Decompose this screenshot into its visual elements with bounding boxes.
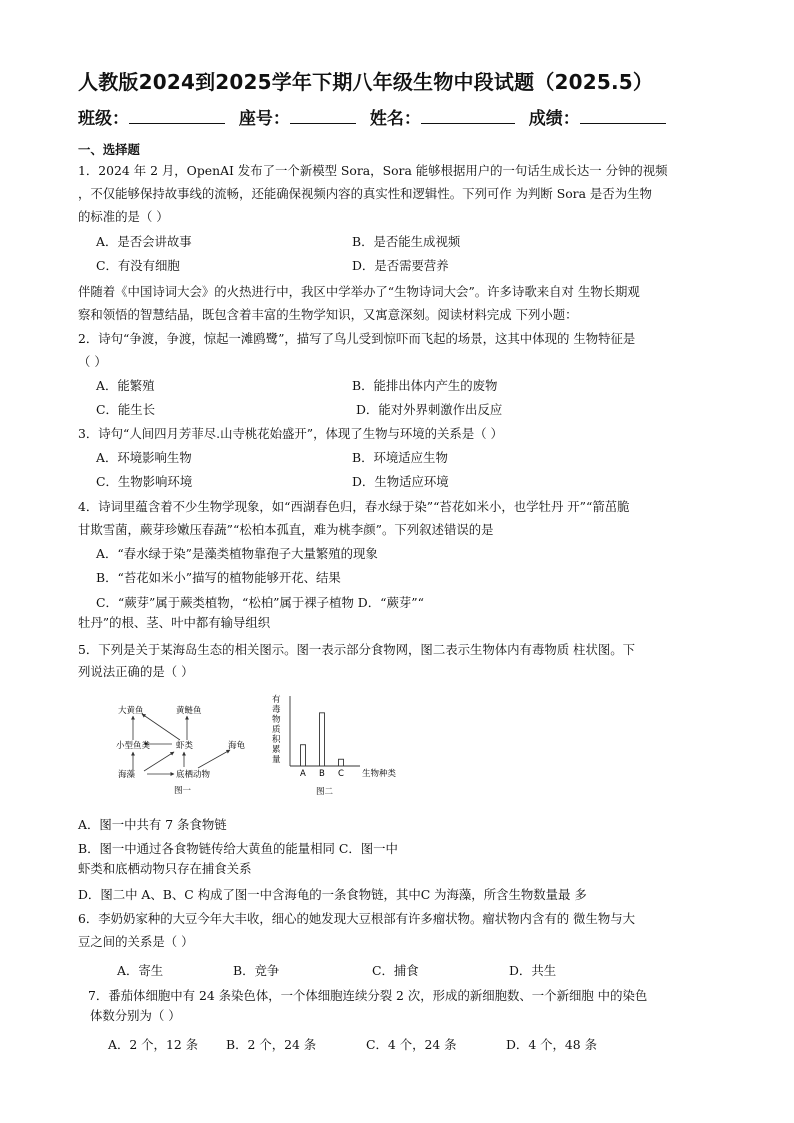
y-axis-label-char: 毒 <box>272 705 281 715</box>
student-info-line <box>78 104 666 129</box>
bar-B <box>320 713 325 766</box>
x-tick-label-A: A <box>300 769 306 779</box>
food-web-figure <box>112 700 252 795</box>
q3-option-b[interactable]: B．环境适应生物 <box>352 450 448 465</box>
score-blank <box>580 105 666 124</box>
q5-option-b[interactable]: B．图一中通过各食物链传给大黄鱼的能量相同 C．图一中 <box>78 841 398 856</box>
q2-option-b[interactable]: B．能排出体内产生的废物 <box>352 378 498 393</box>
q4-option-c[interactable]: C．“蕨芽”属于蕨类植物，“松柏”属于裸子植物 D．“蕨芽”“ <box>96 595 424 610</box>
q6-option-d[interactable]: D．共生 <box>509 963 557 978</box>
class-blank <box>129 105 225 124</box>
x-tick-label-B: B <box>319 769 325 779</box>
q5-option-a[interactable]: A．图一中共有 7 条食物链 <box>78 817 227 832</box>
q5-option-b-cont: 虾类和底栖动物只存在捕食关系 <box>78 861 252 876</box>
q4-option-d[interactable]: 牡丹”的根、茎、叶中都有输导组织 <box>78 615 271 630</box>
question-1-line: 1．2024 年 2 月，OpenAI 发布了一个新模型 Sora，Sora 能够根据用户的一句话生成长达一 分钟的视频 <box>78 163 668 178</box>
bar-A <box>301 745 306 766</box>
q7-option-c[interactable]: C．4 个，24 条 <box>366 1037 457 1052</box>
question-4-line: 甘欺雪菌，蕨芽珍嫩压春蔬”“松柏本孤直，难为桃李颜”。下列叙述错误的是 <box>78 522 494 537</box>
q2-option-d[interactable]: D．能对外界刺激作出反应 <box>356 402 503 417</box>
figure-2-caption: 图二 <box>316 787 334 797</box>
seat-label: 座号： <box>238 109 290 129</box>
q2-option-c[interactable]: C．能生长 <box>96 402 156 417</box>
node-di-qi-dong-wu: 底栖动物 <box>176 770 211 780</box>
question-7-line: 体数分别为（ ） <box>90 1008 181 1023</box>
q2-option-a[interactable]: A．能繁殖 <box>96 378 155 393</box>
question-3-line: 3．诗句“人间四月芳菲尽.山寺桃花始盛开”，体现了生物与环境的关系是（ ） <box>78 426 503 441</box>
node-hai-gui: 海龟 <box>228 741 246 751</box>
q1-option-b[interactable]: B．是否能生成视频 <box>352 234 461 249</box>
q7-option-d[interactable]: D．4 个，48 条 <box>506 1037 598 1052</box>
question-1-line: 的标准的是（ ） <box>78 209 169 224</box>
q1-option-c[interactable]: C．有没有细胞 <box>96 258 180 273</box>
q4-option-a[interactable]: A．“春水绿于染”是藻类植物靠孢子大量繁殖的现象 <box>96 546 378 561</box>
name-label: 姓名： <box>369 109 421 129</box>
question-4-line: 4．诗词里蕴含着不少生物学现象，如“西湖春色归，春水绿于染”“苔花如米小，也学牡丹 开”“箭茁脆 <box>78 499 630 514</box>
q6-option-a[interactable]: A．寄生 <box>117 963 164 978</box>
name-blank <box>421 105 515 124</box>
node-xia-lei: 虾类 <box>176 741 194 751</box>
question-5-line: 列说法正确的是（ ） <box>78 664 194 679</box>
passage-line: 伴随着《中国诗词大会》的火热进行中，我区中学举办了“生物诗词大会”。许多诗歌来自对 生物长期观 <box>78 284 640 299</box>
toxin-bar-chart <box>268 692 408 798</box>
question-6-line: 6．李奶奶家种的大豆今年大丰收，细心的她发现大豆根部有许多瘤状物。瘤状物内含有的 微生物与大 <box>78 911 636 926</box>
passage-line: 察和领悟的智慧结晶，既包含着丰富的生物学知识，又寓意深刻。阅读材料完成 下列小题： <box>78 307 578 322</box>
question-7-line: 7．番茄体细胞中有 24 条染色体，一个体细胞连续分裂 2 次，形成的新细胞数、一个新细胞 中的染色 <box>88 988 648 1003</box>
question-1-line: ，不仅能够保持故事线的流畅，还能确保视频内容的真实性和逻辑性。下列可作 为判断 Sora 是否为生物 <box>78 186 652 201</box>
class-label: 班级： <box>78 109 129 129</box>
figure-1-caption: 图一 <box>174 786 192 795</box>
node-hai-zao: 海藻 <box>118 770 136 780</box>
section-heading: 一、选择题 <box>78 142 140 157</box>
y-axis-label-char: 有 <box>272 695 281 705</box>
question-5-line: 5．下列是关于某海岛生态的相关图示。图一表示部分食物网，图二表示生物体内有毒物质 柱状图。下 <box>78 642 636 657</box>
seat-blank <box>290 105 356 124</box>
y-axis-label-char: 量 <box>272 755 281 765</box>
y-axis-label-char: 质 <box>272 725 281 735</box>
q3-option-c[interactable]: C．生物影响环境 <box>96 474 193 489</box>
q7-option-a[interactable]: A．2 个，12 条 <box>108 1037 199 1052</box>
score-label: 成绩： <box>528 109 580 129</box>
q5-option-d[interactable]: D．图二中 A、B、C 构成了图一中含海龟的一条食物链，其中C 为海藻，所含生物数量最 多 <box>78 887 587 902</box>
y-axis-label-char: 累 <box>272 745 281 755</box>
q1-option-a[interactable]: A．是否会讲故事 <box>96 234 192 249</box>
q6-option-b[interactable]: B．竞争 <box>233 963 280 978</box>
y-axis-label-char: 物 <box>272 715 281 725</box>
question-2-line: 2．诗句“争渡，争渡，惊起一滩鸥鹭”，描写了鸟儿受到惊吓而飞起的场景，这其中体现的 生物特征是 <box>78 331 636 346</box>
y-axis-label-char: 积 <box>272 735 281 745</box>
x-axis-label: 生物种类 <box>362 769 397 779</box>
q7-option-b[interactable]: B．2 个，24 条 <box>226 1037 317 1052</box>
bar-C <box>339 759 344 766</box>
node-da-huang-yu: 大黄鱼 <box>118 706 144 716</box>
q6-option-c[interactable]: C．捕食 <box>372 963 419 978</box>
node-xiao-xing-yu-lei: 小型鱼类 <box>116 741 151 751</box>
page-title: 人教版2024到2025学年下期八年级生物中段试题（2025.5） <box>78 70 654 94</box>
question-6-line: 豆之间的关系是（ ） <box>78 934 194 949</box>
q4-option-b[interactable]: B．“苔花如米小”描写的植物能够开花、结果 <box>96 570 341 585</box>
q1-option-d[interactable]: D．是否需要营养 <box>352 258 449 273</box>
q3-option-a[interactable]: A．环境影响生物 <box>96 450 192 465</box>
node-huang-lian-yu: 黄鲢鱼 <box>176 706 202 716</box>
x-tick-label-C: C <box>338 769 344 779</box>
q3-option-d[interactable]: D．生物适应环境 <box>352 474 449 489</box>
question-2-line: （ ） <box>78 354 107 369</box>
